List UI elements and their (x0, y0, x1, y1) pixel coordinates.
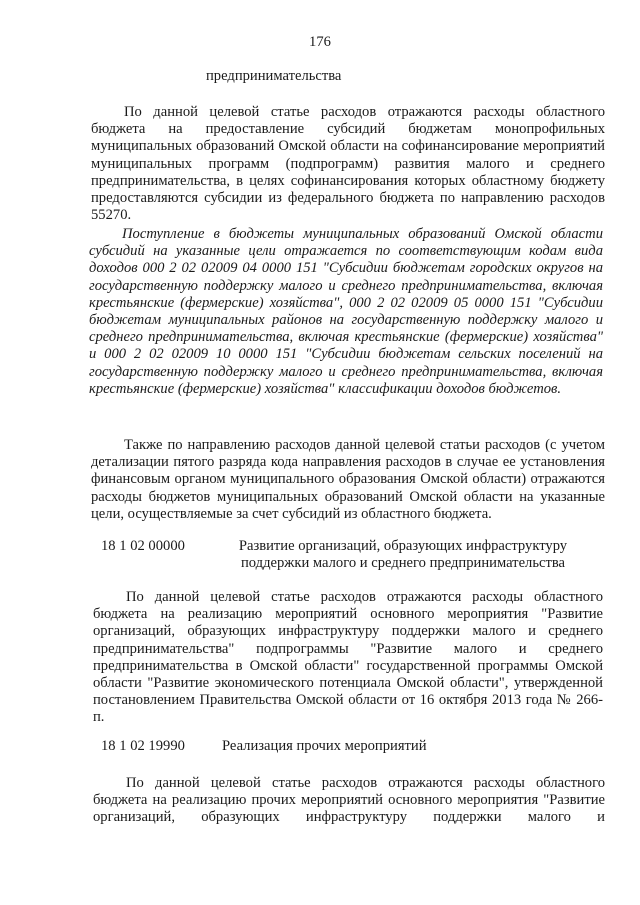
paragraph-1: По данной целевой статье расходов отражаются расходы областного бюджета на предоставление субсидий бюджетам монопрофильных муниципальных образований Омской области на софинансирование мероприятий муниципальных программ (подпрограмм) развития малого и среднего предпринимательства, в целях софинансирования которых областному бюджету предоставляются субсидии из федерального бюджета по направлению расходов 55270. (91, 104, 605, 224)
paragraph-2-italic: Поступление в бюджеты муниципальных образований Омской области субсидий на указанные цели отражается по соответствующим кодам вида доходов 000 2 02 02009 04 0000 151 "Субсидии бюджетам городских округов на государственную поддержку малого и среднего предпринимательства, включая крестьянские (фермерские) хозяйства", 000 2 02 02009 05 0000 151 "Субсидии бюджетам муниципальных районов на государственную поддержку малого и среднего предпринимательства, включая крестьянские (фермерские) хозяйства" и 000 2 02 02009 10 0000 151 "Субсидии бюджетам сельских поселений на государственную поддержку малого и среднего предпринимательства, включая крестьянские (фермерские) хозяйства" классификации доходов бюджетов. (89, 226, 603, 397)
continuation-line: предпринимательства (206, 68, 342, 84)
paragraph-4: По данной целевой статье расходов отражаются расходы областного бюджета на реализацию мероприятий основного мероприятия "Развитие организаций, образующих инфраструктуру поддержки малого и среднего предпринимательства" подпрограммы "Развитие малого и среднего предпринимательства в Омской области" государственной программы Омской области "Развитие экономического потенциала Омской области", утвержденной постановлением Правительства Омской области от 16 октября 2013 года № 266-п. (93, 589, 603, 726)
page-number: 176 (309, 34, 331, 50)
paragraph-3: Также по направлению расходов данной целевой статьи расходов (с учетом детализации пятого разряда кода направления расходов в случае ее установления финансовым органом муниципального образования Омской области) отражаются расходы бюджетов муниципальных образований Омской области на указанные цели, осуществляемые за счет субсидий из областного бюджета. (91, 437, 605, 522)
section-2-code: 18 1 02 19990 (101, 738, 185, 754)
section-1-title: Развитие организаций, образующих инфраструктуру поддержки малого и среднего предпринимательства (238, 538, 568, 572)
paragraph-5: По данной целевой статье расходов отражаются расходы областного бюджета на реализацию прочих мероприятий основного мероприятия "Развитие организаций, образующих инфраструктуру поддержки малого и (93, 775, 605, 826)
section-1-code: 18 1 02 00000 (101, 538, 185, 554)
section-2-title: Реализация прочих мероприятий (222, 738, 427, 754)
